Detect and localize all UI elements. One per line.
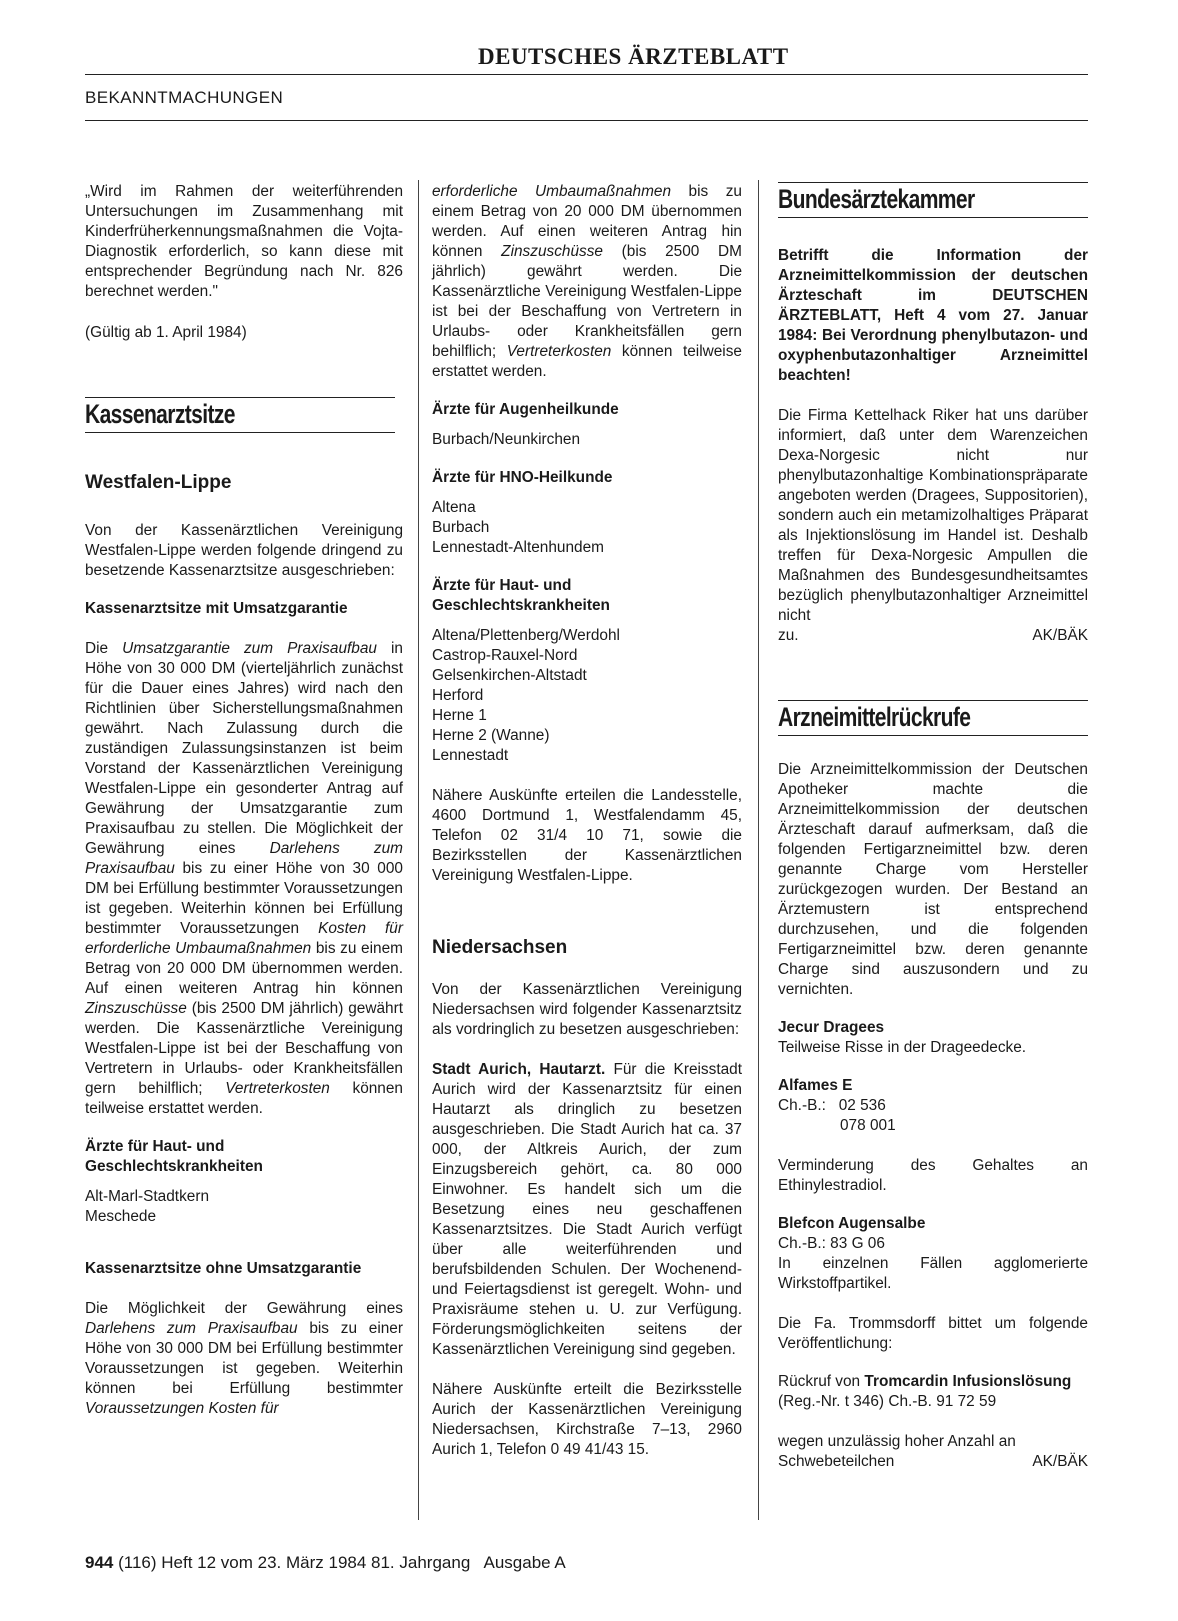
emphasis: Darlehens zum Praxisaufbau xyxy=(85,1320,298,1337)
emphasis: Vertreterkosten xyxy=(506,343,612,360)
place-item: Castrop-Rauxel-Nord xyxy=(432,647,578,664)
place-item: Burbach xyxy=(432,519,490,536)
column-divider-left xyxy=(418,180,419,1520)
charge-number: 078 001 xyxy=(840,1117,896,1134)
heading-haut-geschlecht: Ärzte für Haut- und Geschlechtskrankheiten xyxy=(432,577,610,614)
heading-hno: Ärzte für HNO-Heilkunde xyxy=(432,469,613,486)
place-list xyxy=(85,1187,403,1227)
heading-augenheilkunde: Ärzte für Augenheilkunde xyxy=(432,401,619,418)
niedersachsen-intro: Von der Kassenärztlichen Vereinigung Niedersachsen wird folgender Kassenarztsitz als vordringlich zu besetzen ausgeschrieben: xyxy=(432,981,742,1038)
heading-rule-bottom xyxy=(778,217,1088,218)
drug-note: Teilweise Risse in der Drageedecke. xyxy=(778,1039,1027,1056)
issue-info: (116) Heft 12 vom 23. März 1984 81. Jahrgang Ausgabe A xyxy=(118,1553,566,1572)
text-run: zu. xyxy=(778,627,799,644)
charge-number: Ch.-B.: 02 536 xyxy=(778,1097,886,1114)
charge-number: Ch.-B.: 83 G 06 xyxy=(778,1235,885,1252)
continued-text xyxy=(432,182,742,382)
aurich-text xyxy=(432,1060,742,1360)
text-run: bis zu einem Betrag von 20 000 DM übernommen werden. Auf einen weiteren Antrag hin können xyxy=(432,183,742,260)
text-run: in Höhe von 30 000 DM (vierteljährlich zunächst für die Dauer eines Jahres) wird nach den Richtlinien über Sicherstellungsmaßnahmen gewährt. Nach Zulassung durch die zuständigen Zulassungsinstanzen ist beim Vorstand der Kassenärztlichen Vereinigung Westfalen-Lippe ein gesonderter Antrag auf Gewährung der Umsatzgarantie zum Praxisaufbau zu stellen. Die Möglichkeit der Gewährung eines xyxy=(85,640,403,857)
validity-note: (Gültig ab 1. April 1984) xyxy=(85,324,247,341)
signature: AK/BÄK xyxy=(1032,627,1088,644)
header-rule-bottom xyxy=(85,120,1088,121)
place-list xyxy=(432,626,742,766)
place-item: Altena/Plettenberg/Werdohl xyxy=(432,627,620,644)
ohne-umsatzgarantie-text xyxy=(85,1299,403,1419)
place-item: Burbach/Neunkirchen xyxy=(432,431,581,448)
heading-haut-geschlecht: Ärzte für Haut- und Geschlechtskrankheiten xyxy=(85,1138,263,1175)
recall-reason: wegen unzulässig hoher Anzahl an xyxy=(778,1433,1016,1450)
text-run: Schwebeteilchen xyxy=(778,1453,895,1470)
drug-note: In einzelnen Fällen agglomerierte Wirkstoffpartikel. xyxy=(778,1255,1088,1292)
place-item: Altena xyxy=(432,499,476,516)
heading-rule-top xyxy=(85,397,395,398)
page-number: 944 xyxy=(85,1553,114,1572)
text-run: Die Möglichkeit der Gewährung eines xyxy=(85,1300,403,1317)
text-run: bis zu einer Höhe von 30 000 DM bei Erfüllung bestimmter Voraussetzungen ist gegeben. Weiterhin können bei Erfüllung bestimmter Voraussetzungen xyxy=(85,860,403,937)
body-paragraph: Die Firma Kettelhack Riker hat uns darüber informiert, daß unter dem Warenzeichen Dexa-Norgesic nicht nur phenylbutazonhaltige Kombinationspräparate angeboten werden (Dragees, Suppositorien), sondern auch ein metamizolhaltiges Präparat als Injektionslösung im Handel ist. Deshalb treffen für Dexa-Norgesic Ampullen die Maßnahmen des Bundesgesundheitsamtes bezüglich phenylbutazonhaltiger Arzneimittel nicht xyxy=(778,407,1088,624)
emphasis: Voraussetzungen Kosten für xyxy=(85,1400,279,1417)
heading-rule-top xyxy=(778,182,1088,183)
text-run: bis zu einem Betrag von 20 000 DM übernommen werden. Auf einen weiteren Antrag hin können xyxy=(85,940,403,997)
masthead: DEUTSCHES ÄRZTEBLATT xyxy=(478,44,789,69)
emphasis: Darlehens zum Praxisaufbau xyxy=(85,840,403,877)
place-item: Gelsenkirchen-Altstadt xyxy=(432,667,587,684)
drug-name: Tromcardin Infusionslösung xyxy=(864,1373,1072,1390)
column-2 xyxy=(432,182,742,1460)
emphasis: Vertreterkosten xyxy=(225,1080,330,1097)
emphasis: erforderliche Umbaumaßnahmen xyxy=(432,183,672,200)
mit-umsatzgarantie-text xyxy=(85,639,403,1119)
emphasis: Umsatzgarantie zum Praxisaufbau xyxy=(122,640,377,657)
text-run: können teilweise erstattet werden. xyxy=(432,343,742,380)
place-item: Alt-Marl-Stadtkern xyxy=(85,1188,210,1205)
column-3 xyxy=(778,182,1088,1472)
drug-name: Jecur Dragees xyxy=(778,1019,885,1036)
page-footer xyxy=(85,1553,566,1573)
text-run: können teilweise erstattet werden. xyxy=(85,1080,403,1117)
header-rule-top xyxy=(85,74,1088,75)
body-paragraph: Die Arzneimittelkommission der Deutschen Apotheker machte die Arzneimittelkommission der deutschen Ärzteschaft darauf aufmerksam, daß die folgenden Fertigarzneimittel bzw. deren genannte Charge vom Hersteller zurückgezogen wurden. Der Bestand an Ärztemustern ist entsprechend durchzusehen, und die folgenden Fertigarzneimittel bzw. deren genannte Charge sind auszusondern und zu vernichten. xyxy=(778,761,1088,998)
subheading-westfalen-lippe: Westfalen-Lippe xyxy=(85,472,232,493)
heading-rule-bottom xyxy=(778,735,1088,736)
westfalen-contact: Nähere Auskünfte erteilen die Landesstelle, 4600 Dortmund 1, Westfalendamm 45, Telefon 02 31/4 10 71, sowie die Bezirksstellen der Kassenärztlichen Vereinigung Westfalen-Lippe. xyxy=(432,787,742,884)
subheading-niedersachsen: Niedersachsen xyxy=(432,937,568,958)
text-run: Für die Kreisstadt Aurich wird der Kassenarztsitz für einen Hautarzt als dringlich zu besetzen ausgeschrieben. Die Stadt Aurich hat ca. 37 000, der Altkreis Aurich, der zum Einzugsbereich gehört, ca. 80 000 Einwohner. Es handelt sich um die Besetzung eines neu geschaffenen Kassenarztsitzes. Die Stadt Aurich verfügt über alle weiterführenden und berufsbildenden Schulen. Der Wochenend- und Feiertagsdienst ist geregelt. Wohn- und Praxisräume stehen u. U. zur Verfügung. Förderungsmöglichkeiten seitens der Kassenärztlichen Vereinigung sind gegeben. xyxy=(432,1061,742,1358)
drug-name: Blefcon Augensalbe xyxy=(778,1215,926,1232)
heading-rule-bottom xyxy=(85,432,395,433)
body-paragraph: Die Fa. Trommsdorff bittet um folgende Veröffentlichung: xyxy=(778,1315,1088,1352)
niedersachsen-contact: Nähere Auskünfte erteilt die Bezirksstelle Aurich der Kassenärztlichen Vereinigung Niedersachsen, Kirchstraße 7–13, 2960 Aurich 1, Telefon 0 49 41/43 15. xyxy=(432,1381,742,1458)
text-run: Rückruf von xyxy=(778,1373,865,1390)
signature: AK/BÄK xyxy=(1032,1453,1088,1470)
emphasis: Zinszuschüsse xyxy=(85,1000,187,1017)
drug-note: Verminderung des Gehaltes an Ethinylestradiol. xyxy=(778,1157,1088,1194)
signature-line xyxy=(778,1452,1088,1472)
recall-line xyxy=(778,1372,1088,1392)
emphasis: Stadt Aurich, Hautarzt. xyxy=(432,1061,606,1078)
drug-name: Alfames E xyxy=(778,1077,853,1094)
column-1 xyxy=(85,182,403,1419)
heading-bundesaerztekammer: Bundesärztekammer xyxy=(778,184,975,214)
heading-rule-top xyxy=(778,700,1088,701)
heading-ohne-umsatzgarantie: Kassenarztsitze ohne Umsatzgarantie xyxy=(85,1260,362,1277)
section-label: BEKANNTMACHUNGEN xyxy=(85,88,284,107)
heading-kassenarztsitze: Kassenarztsitze xyxy=(85,399,235,429)
place-item: Lennestadt xyxy=(432,747,509,764)
heading-arzneimittelrueckrufe: Arzneimittelrückrufe xyxy=(778,702,971,732)
emphasis: Zinszuschüsse xyxy=(501,243,603,260)
column-divider-right xyxy=(758,180,759,1520)
registration-number: (Reg.-Nr. t 346) Ch.-B. 91 72 59 xyxy=(778,1393,997,1410)
lead-paragraph: Betrifft die Information der Arzneimittelkommission der deutschen Ärzteschaft im DEUTSCHEN ÄRZTEBLATT, Heft 4 vom 27. Januar 1984: Bei Verordnung phenylbutazon- und oxyphenbutazonhaltiger Arzneimittel beachten! xyxy=(778,247,1088,384)
heading-mit-umsatzgarantie: Kassenarztsitze mit Umsatzgarantie xyxy=(85,600,348,617)
place-item: Meschede xyxy=(85,1208,157,1225)
place-item: Herford xyxy=(432,687,484,704)
place-list xyxy=(432,498,742,558)
emphasis: Kosten für erforderliche Umbaumaßnahmen xyxy=(85,920,403,957)
place-item: Lennestadt-Altenhundem xyxy=(432,539,604,556)
place-item: Herne 2 (Wanne) xyxy=(432,727,550,744)
westfalen-intro: Von der Kassenärztlichen Vereinigung Westfalen-Lippe werden folgende dringend zu besetzende Kassenarztsitze ausgeschrieben: xyxy=(85,522,403,579)
text-run: (bis 2500 DM jährlich) gewährt werden. Die Kassenärztliche Vereinigung Westfalen-Lippe ist bei der Beschaffung von Vertretern in Urlaubs- oder Krankheitsfällen gern behilflich; xyxy=(85,1000,403,1097)
place-item: Herne 1 xyxy=(432,707,487,724)
signature-line xyxy=(778,626,1088,646)
text-run: (bis 2500 DM jährlich) gewährt werden. Die Kassenärztliche Vereinigung Westfalen-Lippe ist bei der Beschaffung von Vertretern in Urlaubs- oder Krankheitsfällen gern behilflich; xyxy=(432,243,742,360)
text-run: bis zu einer Höhe von 30 000 DM bei Erfüllung bestimmter Voraussetzungen ist gegeben. Weiterhin können bei Erfüllung bestimmter xyxy=(85,1320,403,1397)
text-run: Die xyxy=(85,640,123,657)
quote-paragraph: „Wird im Rahmen der weiterführenden Untersuchungen im Zusammenhang mit Kinderfrüherkennungsmaßnahmen die Vojta-Diagnostik erforderlich, so kann diese mit entsprechender Begründung nach Nr. 826 berechnet werden." xyxy=(85,183,403,300)
